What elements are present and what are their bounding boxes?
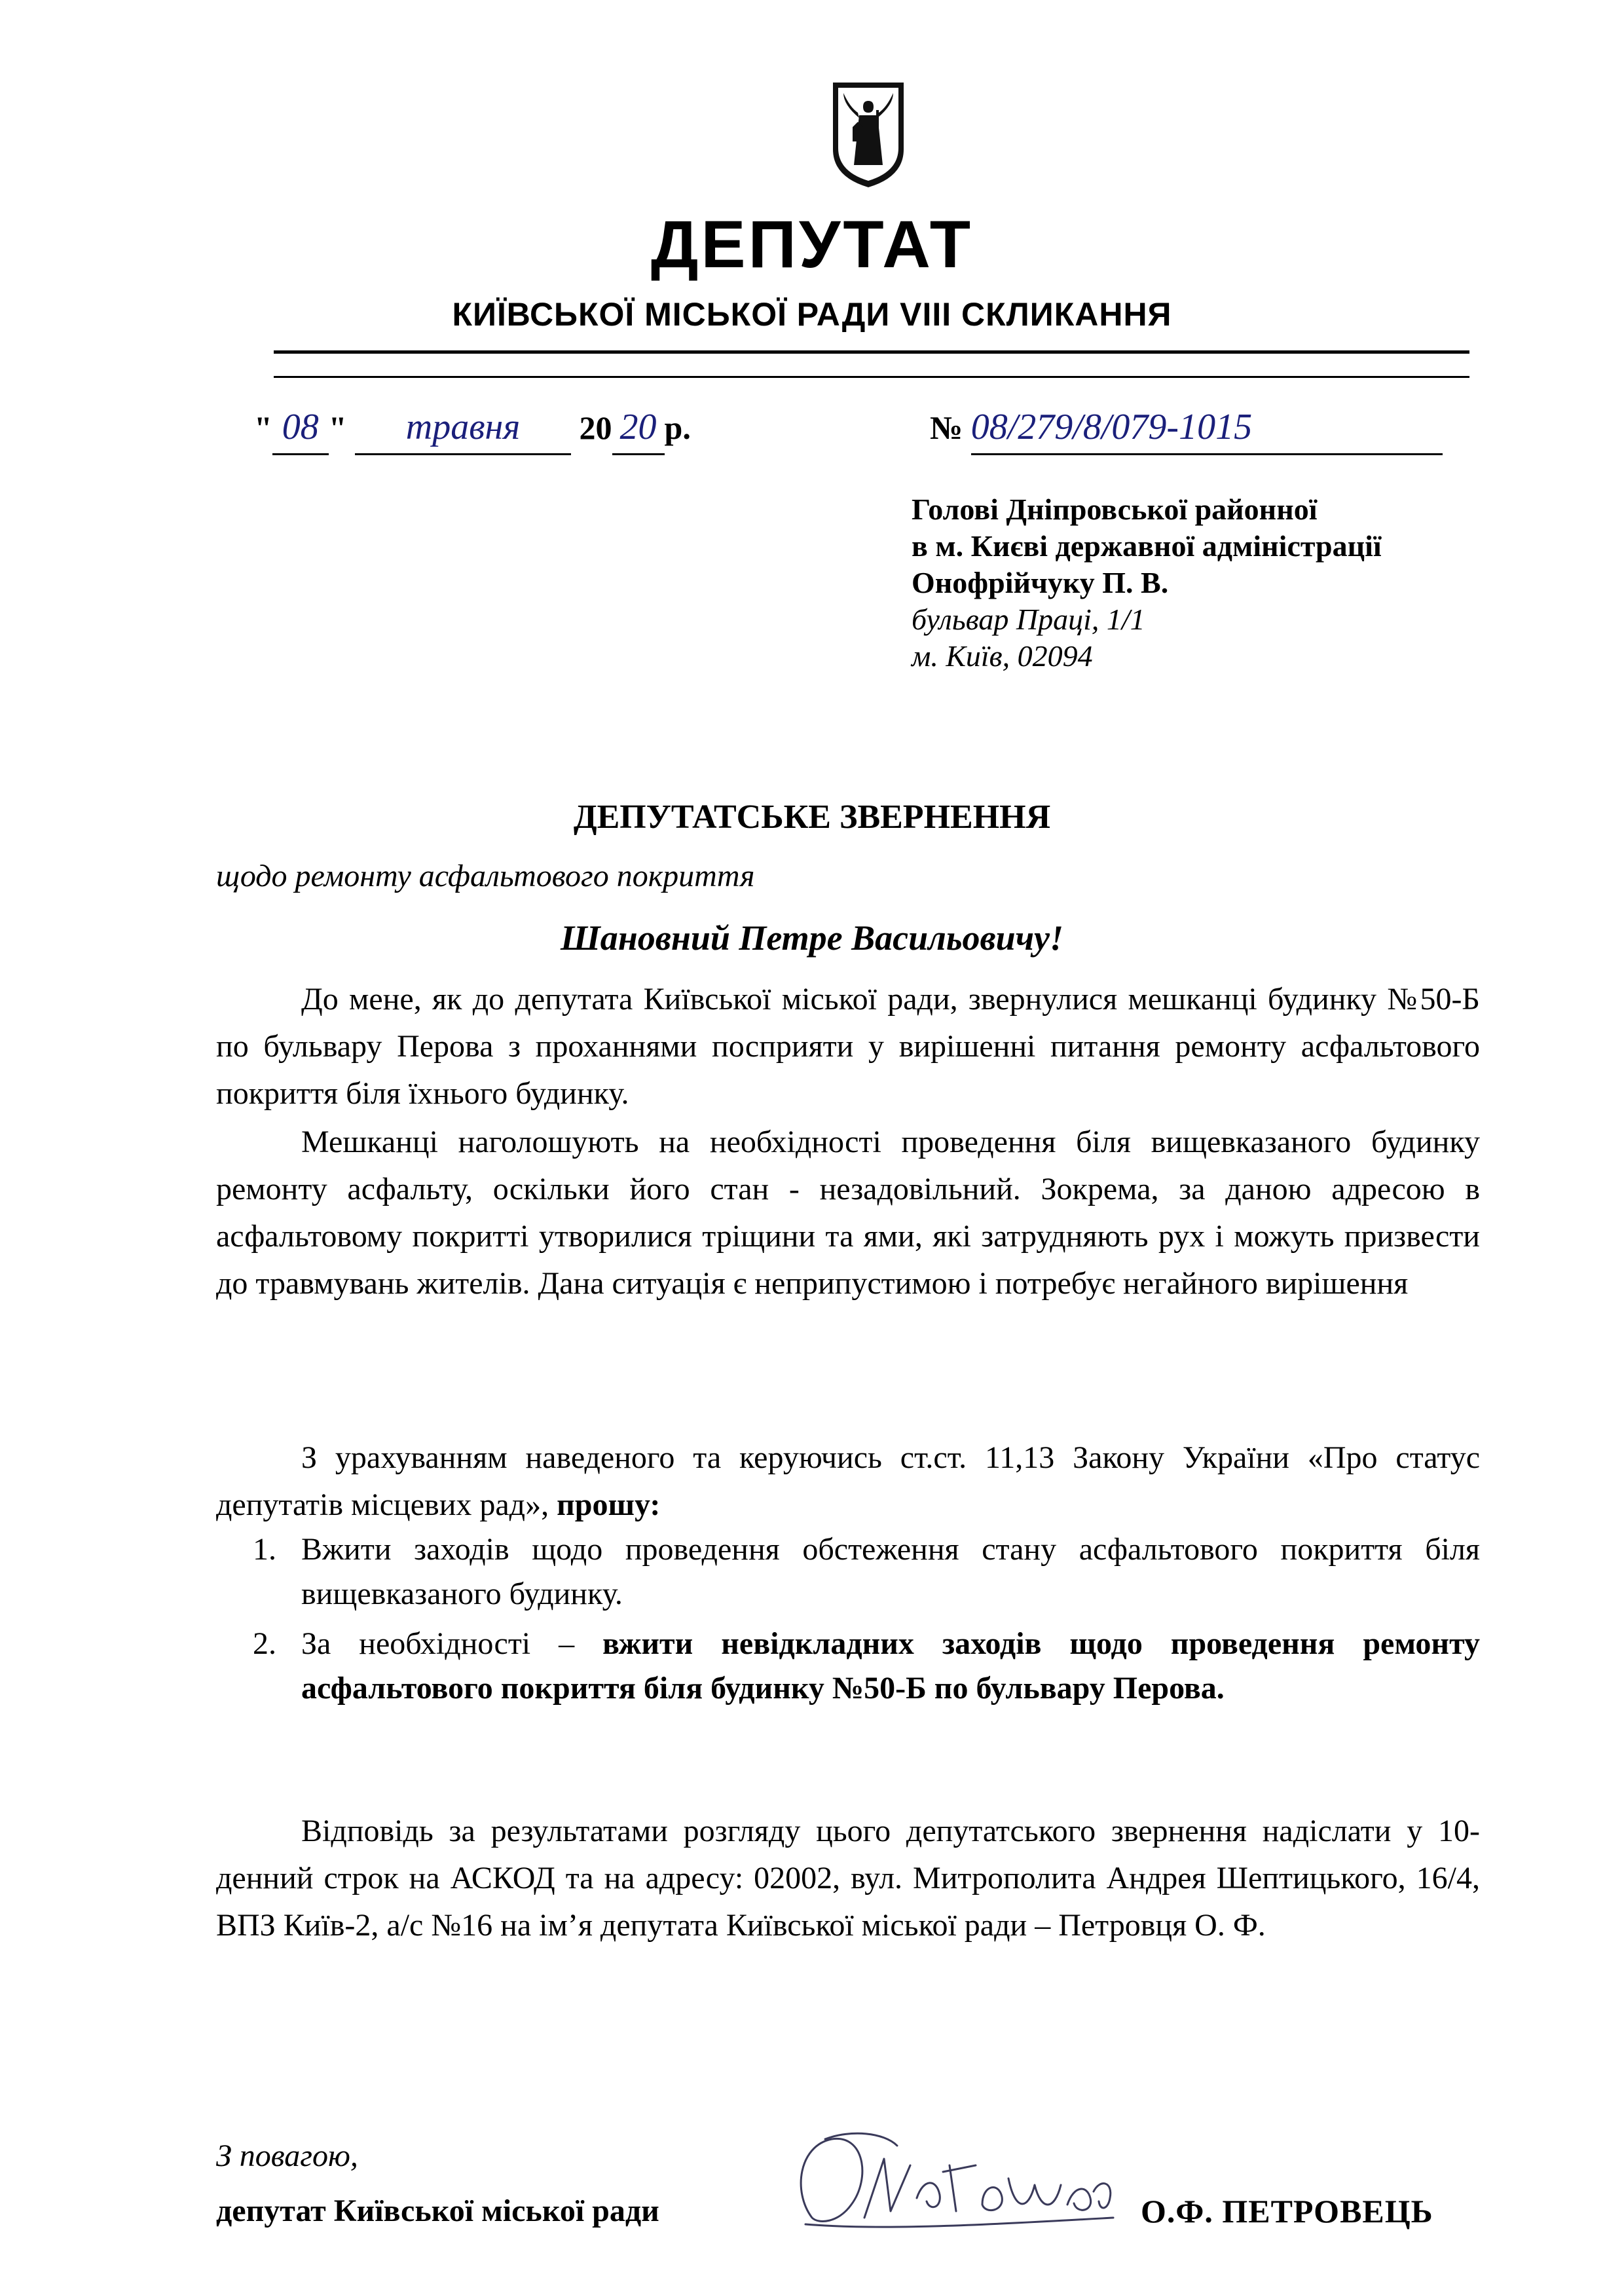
document-subject: щодо ремонту асфальтового покриття bbox=[216, 859, 755, 893]
paragraph-3: З урахуванням наведеного та керуючись ст.ст. 11,13 Закону України «Про статус депутатів місцевих рад», прошу: bbox=[216, 1440, 1480, 1522]
closing-regards: З повагою, bbox=[216, 2138, 358, 2173]
paragraph-2: Мешканці наголошують на необхідності проведення біля вищевказаного будинку ремонту асфальту, оскільки його стан - незадовільний. Зокрема, за даною адресою в асфальтовому покритті утворилися тріщини та ями, які затрудняють рух і можуть призвести до травмувань жителів. Дана ситуація є неприпустимою і потребує негайного вирішення bbox=[216, 1125, 1480, 1301]
registration-number: № 08/279/8/079-1015 bbox=[930, 401, 1443, 455]
handwritten-signature-icon bbox=[786, 2119, 1126, 2244]
addressee-line-1: Голові Дніпровської районної bbox=[912, 493, 1318, 526]
date-line: " 08 " травня 20 20 р. bbox=[254, 401, 691, 455]
addressee-name: Онофрійчуку П. В. bbox=[912, 566, 1169, 599]
header-divider-thin bbox=[274, 376, 1469, 378]
request-item-2: 2. За необхідності – вжити невідкладних заходів щодо проведення ремонту асфальтового покриття біля будинку №50-Б по бульвару Перова. bbox=[216, 1622, 1480, 1711]
kyiv-archangel-emblem-icon bbox=[829, 79, 908, 190]
date-year: 20 bbox=[612, 401, 665, 455]
paragraph-1: До мене, як до депутата Київської міської ради, звернулися мешканці будинку №50-Б по бульвару Перова з проханнями посприяти у вирішенні питання ремонту асфальтового покриття біля їхнього будинку. bbox=[216, 982, 1480, 1111]
date-day: 08 bbox=[272, 401, 329, 455]
registration-number-value: 08/279/8/079-1015 bbox=[971, 401, 1443, 455]
list-number: 2. bbox=[253, 1626, 276, 1661]
date-month: травня bbox=[355, 401, 571, 455]
list-number: 1. bbox=[253, 1532, 276, 1567]
salutation: Шановний Петре Васильовичу! bbox=[560, 918, 1064, 958]
addressee-line-2: в м. Києві державної адміністрації bbox=[912, 529, 1382, 563]
header-title: ДЕПУТАТ bbox=[650, 207, 974, 282]
signer-title: депутат Київської міської ради bbox=[216, 2193, 659, 2228]
document-title: ДЕПУТАТСЬКЕ ЗВЕРНЕННЯ bbox=[573, 798, 1051, 836]
request-item-1: 1. Вжити заходів щодо проведення обстеження стану асфальтового покриття біля вищевказаного будинку. bbox=[216, 1527, 1480, 1616]
header-subtitle: КИЇВСЬКОЇ МІСЬКОЇ РАДИ VIII СКЛИКАННЯ bbox=[452, 296, 1172, 333]
addressee-block bbox=[912, 491, 1382, 675]
header-divider-thick bbox=[274, 350, 1469, 354]
paragraph-4: Відповідь за результатами розгляду цього депутатського звернення надіслати у 10-денний строк на АСКОД та на адресу: 02002, вул. Митрополита Андрея Шептицького, 16/4, ВПЗ Київ-2, а/с №16 на ім’я депутата Київської міської ради – Петровця О. Ф. bbox=[216, 1814, 1480, 1943]
addressee-street: бульвар Праці, 1/1 bbox=[912, 603, 1145, 636]
signer-name: О.Ф. ПЕТРОВЕЦЬ bbox=[1141, 2193, 1433, 2230]
addressee-city: м. Київ, 02094 bbox=[912, 639, 1093, 673]
